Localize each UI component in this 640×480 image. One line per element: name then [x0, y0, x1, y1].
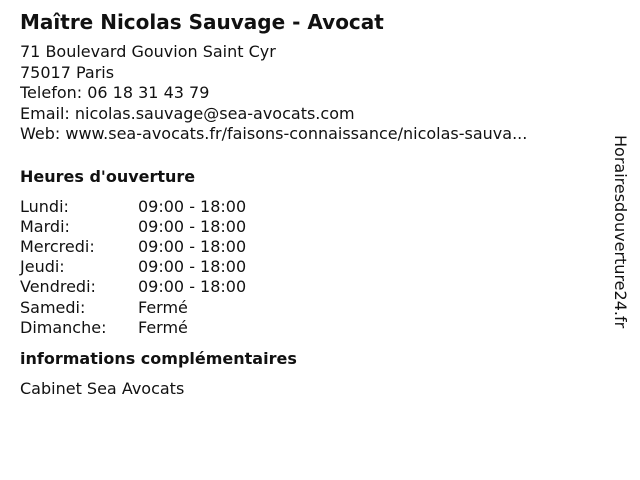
- hours-row-monday: [20, 197, 610, 217]
- time-value: 09:00 - 18:00: [138, 216, 247, 236]
- hours-row-wednesday: [20, 237, 610, 257]
- email-value[interactable]: nicolas.sauvage@sea-avocats.com: [74, 103, 355, 123]
- time-value: Fermé: [138, 297, 188, 317]
- day-label: Mercredi:: [20, 236, 95, 256]
- time-value: 09:00 - 18:00: [138, 236, 247, 256]
- opening-hours-table: [20, 197, 610, 338]
- email-line: [20, 104, 580, 125]
- time-value: Fermé: [138, 317, 188, 337]
- web-label: Web:: [20, 124, 61, 143]
- day-label: Jeudi:: [20, 257, 65, 277]
- additional-info-text: Cabinet Sea Avocats: [20, 378, 185, 398]
- web-link[interactable]: www.sea-avocats.fr/faisons-connaissance/nicolas-sauva...: [65, 124, 528, 143]
- phone-value[interactable]: 06 18 31 43 79: [87, 83, 210, 102]
- hours-row-saturday: [20, 298, 610, 318]
- hours-row-thursday: [20, 257, 610, 277]
- day-label: Dimanche:: [20, 317, 107, 337]
- phone-label: Telefon:: [20, 83, 83, 102]
- time-value: 09:00 - 18:00: [138, 257, 247, 277]
- address-line-street: 71 Boulevard Gouvion Saint Cyr: [20, 42, 276, 61]
- hours-row-friday: [20, 277, 610, 297]
- email-label: Email:: [20, 103, 70, 123]
- phone-line: [20, 83, 580, 104]
- address-line-city: 75017 Paris: [20, 62, 115, 82]
- business-listing-card: [20, 10, 610, 399]
- day-label: Vendredi:: [20, 277, 96, 297]
- day-label: Mardi:: [20, 216, 70, 236]
- time-value: 09:00 - 18:00: [138, 196, 247, 216]
- additional-info-heading: informations complémentaires: [20, 348, 297, 368]
- time-value: 09:00 - 18:00: [138, 277, 247, 297]
- hours-heading: Heures d'ouverture: [20, 166, 196, 186]
- hours-row-tuesday: [20, 217, 610, 237]
- day-label: Lundi:: [20, 196, 69, 216]
- day-label: Samedi:: [20, 297, 86, 317]
- site-brand-vertical: Horairesdouverture24.fr: [611, 135, 630, 329]
- hours-row-sunday: [20, 318, 610, 338]
- web-line: [20, 124, 580, 145]
- business-title: Maître Nicolas Sauvage - Avocat: [20, 10, 384, 34]
